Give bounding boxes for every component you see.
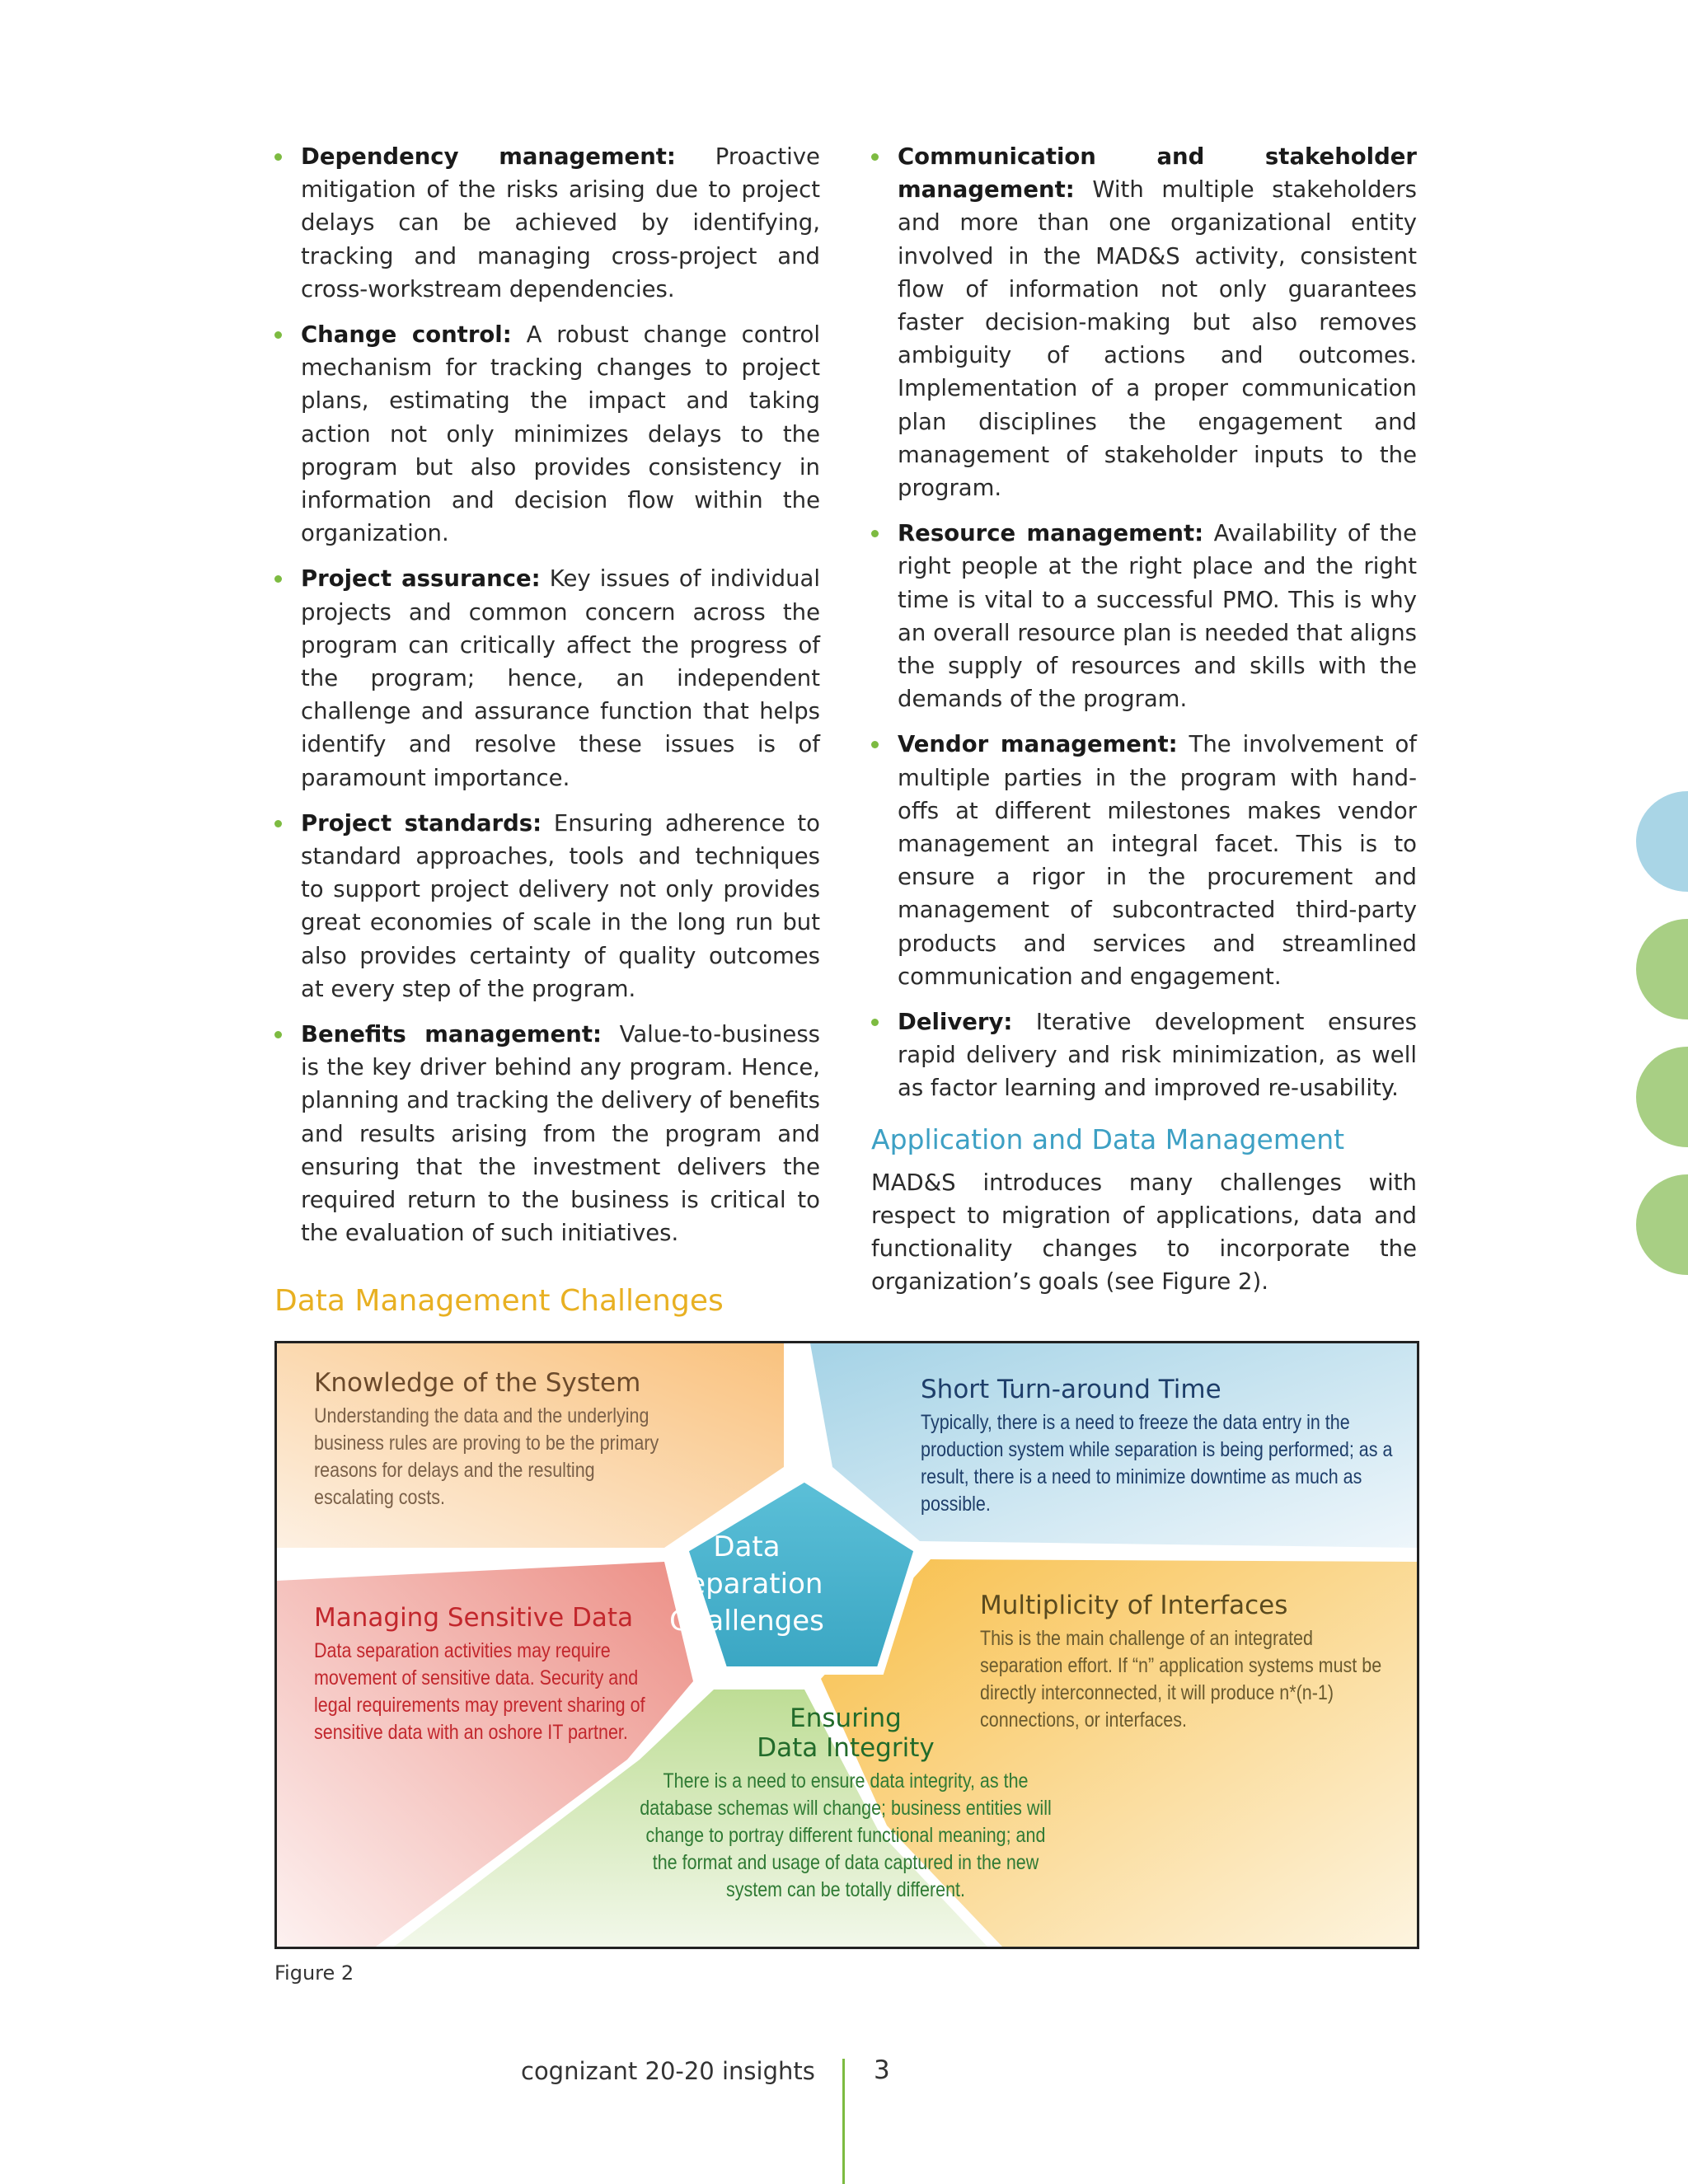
bullet-term: Project assurance: bbox=[301, 565, 541, 593]
side-tab-green-2[interactable] bbox=[1636, 1047, 1688, 1147]
bullet-dot-icon bbox=[274, 820, 282, 827]
bullet-dot-icon bbox=[274, 1031, 282, 1038]
bullet-term: Project standards: bbox=[301, 809, 542, 837]
section-paragraph: MAD&S introduces many challenges with respect to migration of applications, data and functionality changes to incorporate the organization’s goals (see Figure 2). bbox=[871, 1169, 1417, 1296]
bullet-term: Benefits management: bbox=[301, 1021, 602, 1048]
left-bullet-list bbox=[274, 140, 820, 1250]
bullet-benefits-management bbox=[274, 1018, 820, 1249]
figure-title: Data Management Challenges bbox=[274, 1284, 724, 1318]
bullet-dot-icon bbox=[274, 153, 282, 161]
center-label bbox=[635, 1529, 858, 1640]
turnaround-text: Typically, there is a need to freeze the data entry in the production system while separation is being performed; as a result, there is a need to minimize downtime as much as possible. bbox=[921, 1411, 1393, 1516]
bullet-vendor-management bbox=[871, 728, 1417, 993]
bullet-text: Iterative development ensures rapid delivery and risk minimization, as well as factor learning and improved re-usability. bbox=[898, 1009, 1417, 1102]
figure-diagram bbox=[274, 1341, 1419, 1949]
bullet-dependency-management bbox=[274, 140, 820, 306]
footer-divider bbox=[842, 2059, 845, 2184]
footer-publication: cognizant 20-20 insights bbox=[521, 2057, 815, 2085]
integrity-block bbox=[549, 1704, 1142, 1904]
knowledge-block bbox=[314, 1368, 668, 1511]
bullet-dot-icon bbox=[871, 530, 879, 537]
center-line-1: Data bbox=[713, 1530, 781, 1563]
bullet-text: A robust change control mechanism for tracking changes to project plans, estimating the impact and taking action not only minimizes delays to the program but also provides consistency in information and decision flow within the organization. bbox=[301, 321, 820, 547]
turnaround-title: Short Turn-around Time bbox=[921, 1375, 1221, 1404]
bullet-text: Value-to-business is the key driver behind any program. Hence, planning and tracking the delivery of benefits and results arising from the program and ensuring that the investment delivers the required return to the business is critical to the evaluation of such initiatives. bbox=[301, 1021, 820, 1247]
bullet-term: Delivery: bbox=[898, 1009, 1013, 1036]
side-tab-green-3[interactable] bbox=[1636, 1174, 1688, 1275]
bullet-dot-icon bbox=[871, 153, 879, 161]
right-bullet-list bbox=[871, 140, 1417, 1105]
turnaround-block bbox=[921, 1375, 1399, 1518]
side-tab-blue[interactable] bbox=[1636, 791, 1688, 892]
knowledge-text: Understanding the data and the underlying business rules are proving to be the primary reasons for delays and the resulting escalating costs. bbox=[314, 1404, 659, 1509]
bullet-dot-icon bbox=[274, 331, 282, 339]
integrity-text: There is a need to ensure data integrity, as the database schemas will change; business entities will change to portray different functional meaning; and the format and usage of data captured in the new system can be totally different. bbox=[640, 1769, 1052, 1901]
bullet-term: Dependency management: bbox=[301, 143, 676, 170]
integrity-title-line2: Data Integrity bbox=[757, 1733, 935, 1763]
left-column bbox=[274, 140, 820, 1263]
bullet-text: Availability of the right people at the right place and the right time is vital to a successful PMO. This is why an overall resource plan is needed that aligns the supply of resources and skills with the demands of the program. bbox=[898, 520, 1417, 713]
bullet-text: With multiple stakeholders and more than one organizational entity involved in the MAD&S activity, consistent flow of information not only guarantees faster decision-making but also removes ambiguity of actions and outcomes. Implementation of a proper communication plan disciplines the engagement and management of stakeholder inputs to the program. bbox=[898, 176, 1417, 502]
bullet-delivery bbox=[871, 1005, 1417, 1105]
bullet-text: The involvement of multiple parties in the program with hand-offs at different milestones makes vendor management an integral facet. This is to ensure a rigor in the procurement and management of subcontracted third-party products and services and streamlined communication and engagement. bbox=[898, 731, 1417, 990]
knowledge-title: Knowledge of the System bbox=[314, 1368, 641, 1398]
bullet-text: Key issues of individual projects and common concern across the program can critically affect the progress of the program; hence, an independent challenge and assurance function that helps identify and resolve these issues is of paramount importance. bbox=[301, 565, 820, 791]
bullet-dot-icon bbox=[871, 741, 879, 748]
interfaces-text: This is the main challenge of an integrated separation effort. If “n” application systems must be directly interconnected, it will produce n*(n-1) connections, or interfaces. bbox=[980, 1627, 1382, 1732]
bullet-change-control bbox=[274, 318, 820, 550]
bullet-project-assurance bbox=[274, 562, 820, 794]
bullet-term: Change control: bbox=[301, 321, 512, 349]
bullet-text: Ensuring adherence to standard approaches, tools and techniques to support project delivery not only provides great economies of scale in the long run but also provides certainty of quality outcomes at every step of the program. bbox=[301, 809, 820, 1002]
bullet-project-standards bbox=[274, 807, 820, 1005]
bullet-dot-icon bbox=[274, 575, 282, 583]
bullet-communication-management bbox=[871, 140, 1417, 504]
bullet-term: Resource management: bbox=[898, 520, 1204, 547]
integrity-title-line1: Ensuring bbox=[790, 1704, 902, 1733]
center-line-2: Separation bbox=[670, 1568, 823, 1601]
sensitive-title: Managing Sensitive Data bbox=[314, 1603, 634, 1633]
bullet-resource-management bbox=[871, 517, 1417, 715]
right-column bbox=[871, 140, 1417, 1299]
page-number: 3 bbox=[874, 2055, 890, 2085]
center-line-3: Challenges bbox=[669, 1605, 824, 1638]
sensitive-text: Data separation activities may require movement of sensitive data. Security and legal requirements may prevent sharing of sensitive data with an oshore IT partner. bbox=[314, 1639, 645, 1744]
figure-caption: Figure 2 bbox=[274, 1961, 354, 1985]
bullet-term: Vendor management: bbox=[898, 731, 1178, 758]
interfaces-title: Multiplicity of Interfaces bbox=[980, 1591, 1288, 1620]
side-tab-green-1[interactable] bbox=[1636, 919, 1688, 1019]
bullet-text: Proactive mitigation of the risks arising due to project delays can be achieved by identifying, tracking and managing cross-project and cross-workstream dependencies. bbox=[301, 143, 820, 302]
bullet-dot-icon bbox=[871, 1019, 879, 1026]
section-heading: Application and Data Management bbox=[871, 1122, 1345, 1155]
bullet-term: Communication and stakeholder management: bbox=[898, 143, 1417, 204]
